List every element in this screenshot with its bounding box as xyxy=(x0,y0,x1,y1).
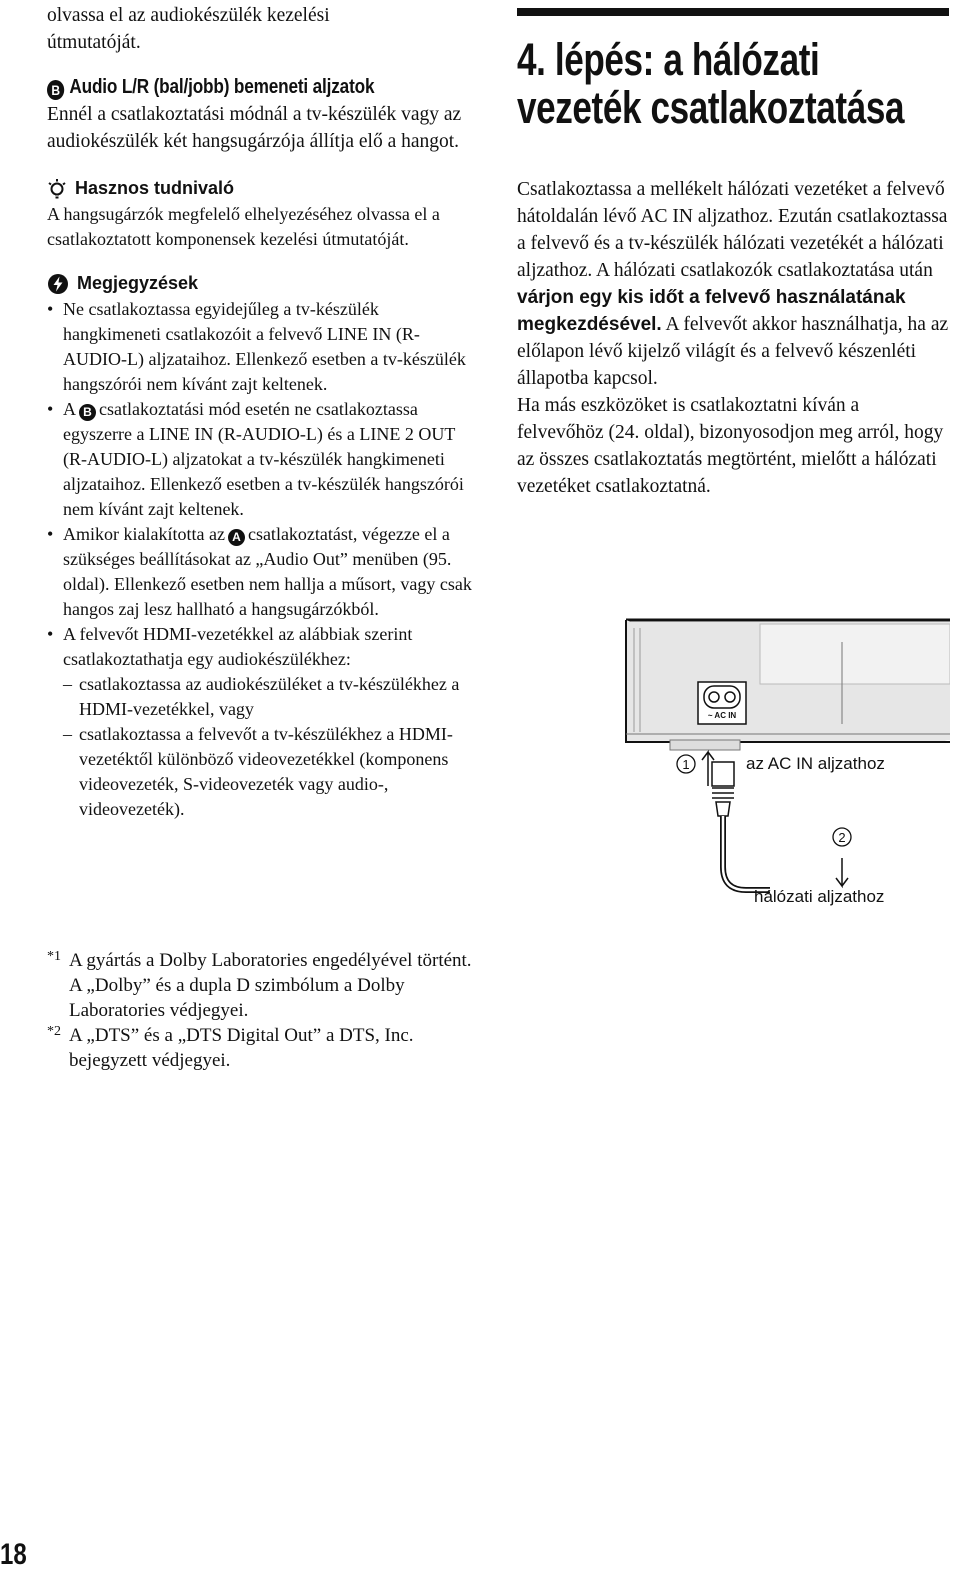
section-b-text: Ennél a csatlakoztatási módnál a tv-készülék vagy az audiokészülék két hangsugárzója állítja elő a hangot. xyxy=(47,104,462,152)
footnote-text: A gyártás a Dolby Laboratories engedélyével történt. xyxy=(69,950,472,971)
notes-title: Megjegyzések xyxy=(77,273,199,293)
notes-heading xyxy=(47,270,487,297)
section-b-heading xyxy=(47,74,425,101)
step-title-line: 4. lépés: a hálózati xyxy=(517,34,820,85)
right-column xyxy=(517,0,949,500)
outlet-arrow xyxy=(836,858,848,886)
notes-list xyxy=(47,297,479,822)
paragraph-text: A felvevőt akkor használhatja, ha az előlapon lévő kijelző világít és a felvevő készenléti állapotba kapcsol. xyxy=(517,314,949,389)
step-paragraph-2: Ha más eszközöket is csatlakoztatni kíván a felvevőhöz (24. oldal), bizonyosodjon meg arról, hogy az összes csatlakoztatás megtörtént, mielőtt a hálózati vezetéket csatlakoztatná. xyxy=(517,395,944,497)
power-plug xyxy=(712,762,734,786)
section-b-title: Audio L/R (bal/jobb) bemeneti aljzatok xyxy=(69,76,375,98)
note-sublist xyxy=(63,672,479,822)
warning-icon xyxy=(47,273,69,295)
ac-in-port-label: ~ AC IN xyxy=(707,711,737,720)
tip-text: A hangsugárzók megfelelő elhelyezéséhez olvassa el a csatlakoztatott komponensek kezelési útmutatóját. xyxy=(47,204,440,249)
note-item-pre: Amikor kialakította az xyxy=(63,524,225,544)
note-item-pre: A xyxy=(63,399,76,419)
footnote-text: A „Dolby” és a dupla D szimbólum a Dolby Laboratories védjegyei. xyxy=(69,975,405,1021)
footnote-text: A „DTS” és a „DTS Digital Out” a DTS, Inc. bejegyzett védjegyei. xyxy=(69,1025,414,1071)
note-item-post: csatlakoztatási mód esetén ne csatlakoztassa egyszerre a LINE IN (R-AUDIO-L) és a LINE 2 OUT (R-AUDIO-L) aljzatokat a tv-készülék hangkimeneti aljzataihoz. Ellenkező esetben a tv-készülék hangszórói nem kívánt zajt keltenek. xyxy=(63,399,464,519)
paragraph-emphasis: várjon egy kis időt a felvevő használatának megkezdésével. xyxy=(517,287,906,335)
tip-title: Hasznos tudnivaló xyxy=(75,178,235,198)
footnotes xyxy=(47,948,487,1073)
tip-heading xyxy=(47,175,487,202)
footnote-1 xyxy=(47,948,487,1023)
power-cord xyxy=(723,816,770,890)
power-cord-diagram xyxy=(610,612,950,922)
intro-continuation: olvassa el az audiokészülék kezelési útmutatóját. xyxy=(47,5,330,53)
note-subitem: – csatlakoztassa az audiokészüléket a tv-készülékhez a HDMI-vezetékkel, vagy xyxy=(63,672,479,722)
lightbulb-icon xyxy=(47,178,67,200)
footnote-marker: *2 xyxy=(47,1024,61,1039)
note-subitem: – csatlakoztassa a felvevőt a tv-készülékhez a HDMI-vezetéktől különböző videovezetékkel (komponens videovezeték, S-videovezeték vagy audio-, videovezeték). xyxy=(63,722,479,822)
badge-b-icon: B xyxy=(79,404,96,421)
notes-block xyxy=(47,270,487,822)
note-item: • Ne csatlakoztassa egyidejűleg a tv-készülék hangkimeneti csatlakozóit a felvevő LINE IN (R-AUDIO-L) aljzataihoz. Ellenkező esetben a tv-készülék hangszórói nem kívánt zajt keltenek. xyxy=(47,297,479,397)
paragraph-text: Csatlakoztassa a mellékelt hálózati vezetéket a felvevő hátoldalán lévő AC IN aljzathoz. Ezután csatlakoztassa a felvevő és a tv-készülék hálózati vezetékét a hálózati aljzathoz. A hálózati csatlakozók csatlakoztatása után xyxy=(517,179,948,281)
svg-text:2: 2 xyxy=(838,830,846,845)
note-item-post: csatlakoztatást, végezze el a szükséges beállításokat az „Audio Out” menüben (95. oldal). Ellenkező esetben nem hallja a műsort, vagy csak hangos zaj lesz hallható a hangsugárzókból. xyxy=(63,524,472,619)
badge-a-icon: A xyxy=(228,529,245,546)
section-b xyxy=(47,74,487,155)
footnote-marker: *1 xyxy=(47,949,61,964)
note-item xyxy=(47,622,479,822)
page-number: 18 xyxy=(0,1538,27,1571)
step-paragraph-1 xyxy=(517,176,949,392)
label-outlet: hálózati aljzathoz xyxy=(754,887,885,906)
note-item-text: A felvevőt HDMI-vezetékkel az alábbiak szerint csatlakoztathatja egy audiokészülékhez: xyxy=(63,624,413,669)
left-column xyxy=(47,0,487,822)
footnote-2 xyxy=(47,1023,487,1073)
step-title xyxy=(517,36,949,136)
label-ac-in: az AC IN aljzathoz xyxy=(746,754,885,773)
note-item xyxy=(47,522,479,622)
svg-text:1: 1 xyxy=(682,757,690,772)
tip-block xyxy=(47,175,487,252)
step-title-line: vezeték csatlakoztatása xyxy=(517,82,905,133)
badge-b-icon: B xyxy=(47,80,64,100)
section-top-rule xyxy=(517,8,949,16)
note-item xyxy=(47,397,479,522)
